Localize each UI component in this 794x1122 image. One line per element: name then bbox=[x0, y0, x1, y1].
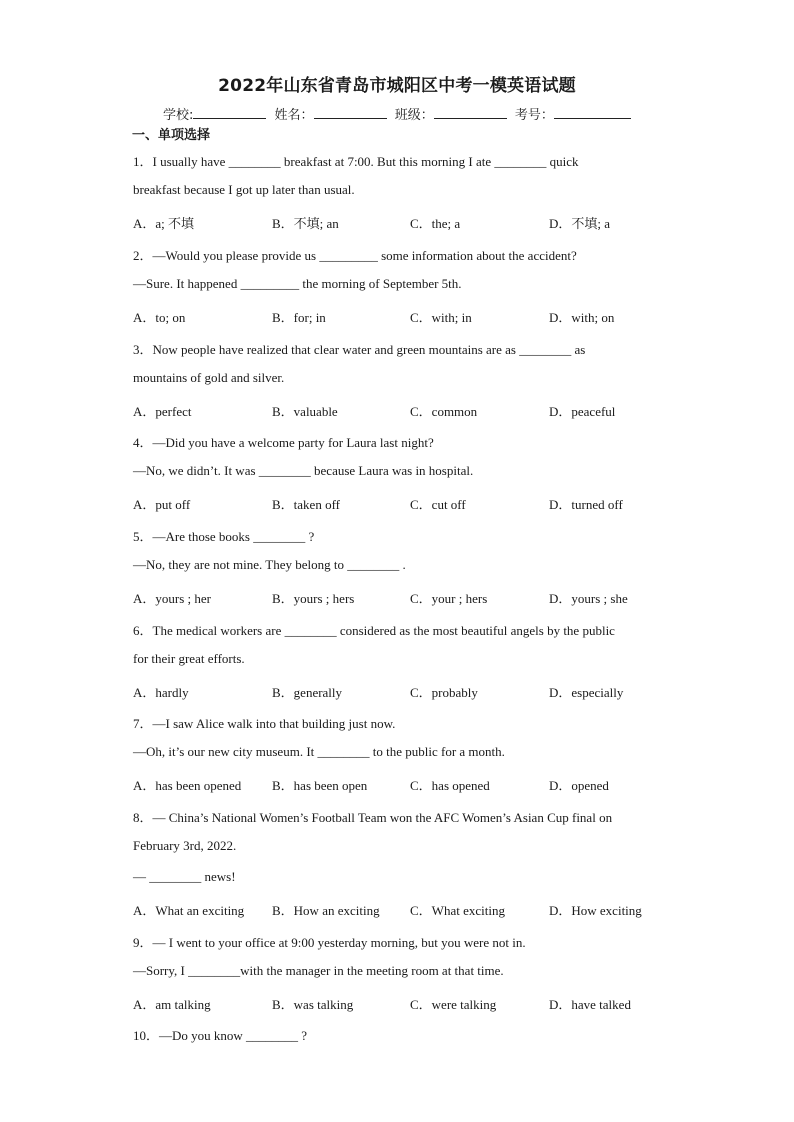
page-title: 2022年山东省青岛市城阳区中考一模英语试题 bbox=[218, 76, 576, 96]
number-label: 考号： bbox=[514, 108, 554, 123]
option-c: C．were talking bbox=[410, 997, 497, 1012]
option-a: A．yours ; her bbox=[133, 591, 211, 606]
option-d: D．How exciting bbox=[549, 903, 642, 918]
option-d: D．不填; a bbox=[549, 216, 611, 231]
question-line: 5．—Are those books ________ ? bbox=[133, 529, 315, 544]
option-a: A．has been opened bbox=[133, 778, 242, 793]
question-line: mountains of gold and silver. bbox=[133, 370, 285, 385]
option-d: D．with; on bbox=[549, 310, 615, 325]
question-line: —Sure. It happened _________ the morning of September 5th. bbox=[133, 276, 462, 291]
school-blank bbox=[193, 106, 266, 119]
question-line: —Oh, it’s our new city museum. It ________ to the public for a month. bbox=[133, 744, 505, 759]
option-c: C．probably bbox=[410, 685, 478, 700]
option-c: C．with; in bbox=[410, 310, 472, 325]
question-line: 2．—Would you please provide us _________ some information about the accident? bbox=[133, 248, 577, 263]
question-line: 9．— I went to your office at 9:00 yesterday morning, but you were not in. bbox=[133, 935, 526, 950]
question-line: breakfast because I got up later than usual. bbox=[133, 182, 355, 197]
option-a: A．a; 不填 bbox=[133, 216, 195, 231]
class-label: 班级： bbox=[394, 108, 434, 123]
option-a: A．am talking bbox=[133, 997, 211, 1012]
option-c: C．common bbox=[410, 404, 478, 419]
question-line: 7．—I saw Alice walk into that building just now. bbox=[133, 716, 396, 731]
option-b: B．valuable bbox=[272, 404, 338, 419]
question-line: for their great efforts. bbox=[133, 651, 245, 666]
option-b: B．不填; an bbox=[272, 216, 339, 231]
option-b: B．has been open bbox=[272, 778, 368, 793]
class-blank bbox=[434, 106, 507, 119]
option-a: A．hardly bbox=[133, 685, 189, 700]
question-line: 6．The medical workers are ________ considered as the most beautiful angels by the public bbox=[133, 623, 615, 638]
option-d: D．yours ; she bbox=[549, 591, 628, 606]
number-blank bbox=[554, 106, 631, 119]
question-line: February 3rd, 2022. bbox=[133, 838, 237, 853]
option-d: D．opened bbox=[549, 778, 609, 793]
question-line: —No, they are not mine. They belong to ________ . bbox=[133, 557, 406, 572]
option-b: B．generally bbox=[272, 685, 343, 700]
option-c: C．has opened bbox=[410, 778, 490, 793]
question-line: — ________ news! bbox=[133, 869, 236, 884]
question-line: 1．I usually have ________ breakfast at 7:00. But this morning I ate ________ quick bbox=[133, 154, 579, 169]
name-label: 姓名： bbox=[274, 108, 314, 123]
school-label: 学校: bbox=[163, 108, 194, 123]
option-b: B．yours ; hers bbox=[272, 591, 355, 606]
question-line: 4．—Did you have a welcome party for Laura last night? bbox=[133, 435, 434, 450]
question-line: 3．Now people have realized that clear water and green mountains are as ________ as bbox=[133, 342, 586, 357]
option-b: B．taken off bbox=[272, 497, 340, 512]
option-c: C．What exciting bbox=[410, 903, 505, 918]
question-line: 8．— China’s National Women’s Football Team won the AFC Women’s Asian Cup final on bbox=[133, 810, 613, 825]
option-d: D．turned off bbox=[549, 497, 623, 512]
option-a: A．perfect bbox=[133, 404, 192, 419]
section-title: 一、单项选择 bbox=[132, 128, 211, 143]
question-line: —Sorry, I ________with the manager in the meeting room at that time. bbox=[133, 963, 504, 978]
option-c: C．your ; hers bbox=[410, 591, 488, 606]
option-d: D．have talked bbox=[549, 997, 631, 1012]
option-b: B．was talking bbox=[272, 997, 354, 1012]
question-line: —No, we didn’t. It was ________ because Laura was in hospital. bbox=[133, 463, 474, 478]
name-blank bbox=[314, 106, 387, 119]
option-b: B．How an exciting bbox=[272, 903, 380, 918]
option-c: C．the; a bbox=[410, 216, 461, 231]
question-line: 10．—Do you know ________ ? bbox=[133, 1028, 308, 1043]
option-b: B．for; in bbox=[272, 310, 326, 325]
student-info-row bbox=[163, 104, 635, 123]
option-d: D．peaceful bbox=[549, 404, 616, 419]
option-d: D．especially bbox=[549, 685, 624, 700]
option-a: A．to; on bbox=[133, 310, 186, 325]
option-c: C．cut off bbox=[410, 497, 466, 512]
option-a: A．put off bbox=[133, 497, 191, 512]
option-a: A．What an exciting bbox=[133, 903, 245, 918]
